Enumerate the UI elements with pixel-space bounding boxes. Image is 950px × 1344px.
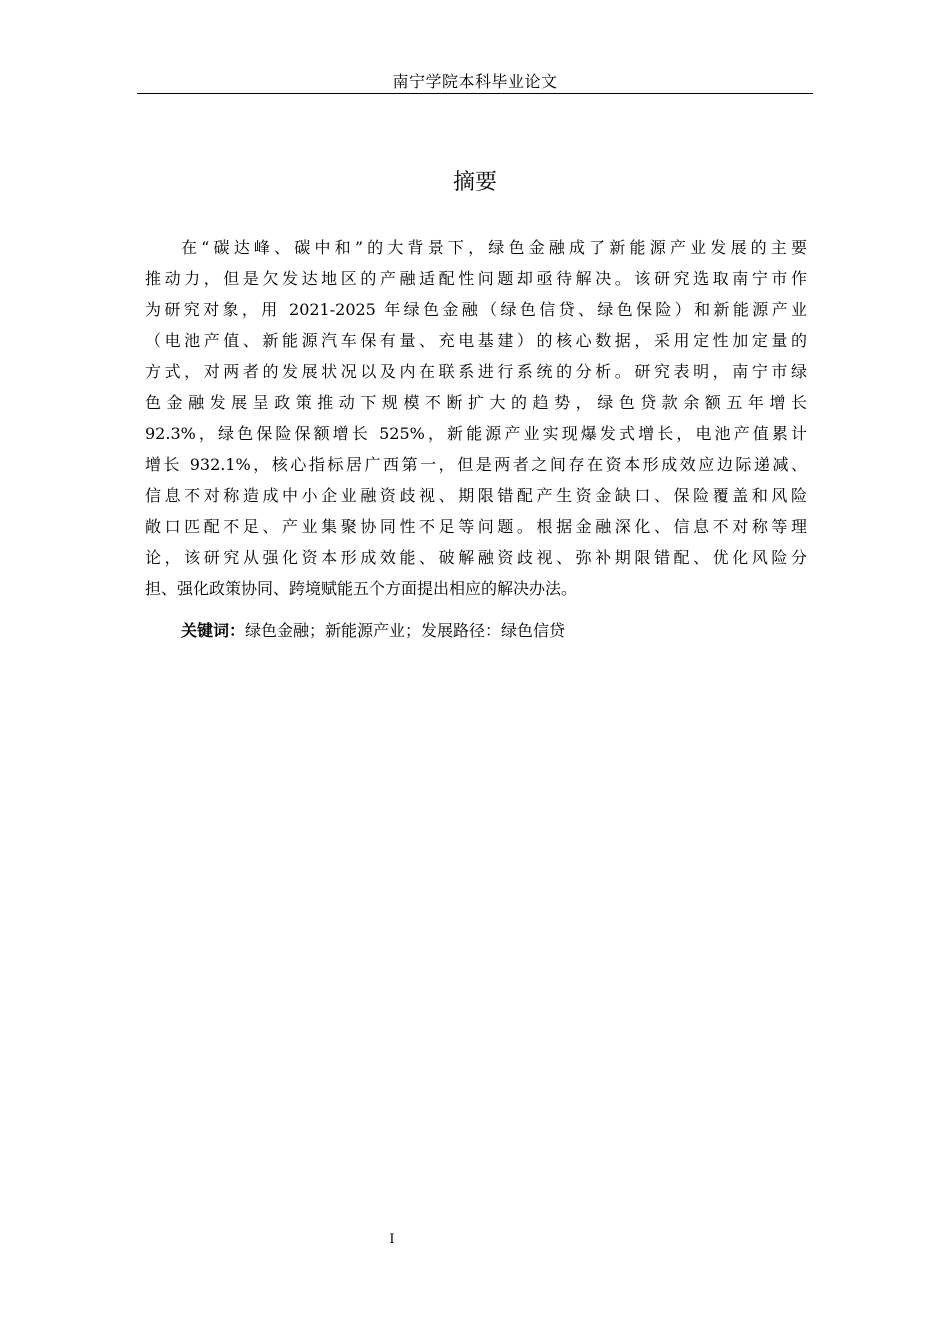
abstract-heading: 摘要: [452, 170, 497, 195]
abstract-line: 方式，对两者的发展状况以及内在联系进行系统的分析。研究表明，南宁市绿: [145, 362, 807, 381]
abstract-line: 增长 932.1%，核心指标居广西第一，但是两者之间存在资本形成效应边际递减、: [145, 455, 807, 474]
abstract-line: （电池产值、新能源汽车保有量、充电基建）的核心数据，采用定性加定量的: [145, 331, 807, 350]
keywords-label: 关键词：: [181, 621, 246, 640]
abstract-line: 担、强化政策协同、跨境赋能五个方面提出相应的解决办法。: [145, 579, 578, 598]
abstract-line: 为研究对象，用 2021-2025 年绿色金融（绿色信贷、绿色保险）和新能源产业: [145, 300, 807, 319]
abstract-line: 论，该研究从强化资本形成效能、破解融资歧视、弥补期限错配、优化风险分: [145, 548, 807, 567]
abstract-line: 敞口匹配不足、产业集聚协同性不足等问题。根据金融深化、信息不对称等理: [145, 517, 807, 536]
abstract-line: 在“碳达峰、碳中和”的大背景下，绿色金融成了新能源产业发展的主要: [181, 238, 807, 257]
keywords: [181, 615, 565, 646]
page-number: I: [389, 1232, 395, 1247]
abstract-body: [145, 232, 807, 604]
running-header: 南宁学院本科毕业论文: [392, 72, 558, 91]
abstract-line: 推动力，但是欠发达地区的产融适配性问题却亟待解决。该研究选取南宁市作: [145, 269, 807, 288]
abstract-line: 92.3%，绿色保险保额增长 525%，新能源产业实现爆发式增长，电池产值累计: [145, 424, 807, 443]
abstract-line: 信息不对称造成中小企业融资歧视、期限错配产生资金缺口、保险覆盖和风险: [145, 486, 807, 505]
keywords-text: 绿色金融；新能源产业；发展路径：绿色信贷: [245, 621, 566, 640]
header-rule: [137, 93, 813, 94]
abstract-line: 色金融发展呈政策推动下规模不断扩大的趋势，绿色贷款余额五年增长: [145, 393, 807, 412]
